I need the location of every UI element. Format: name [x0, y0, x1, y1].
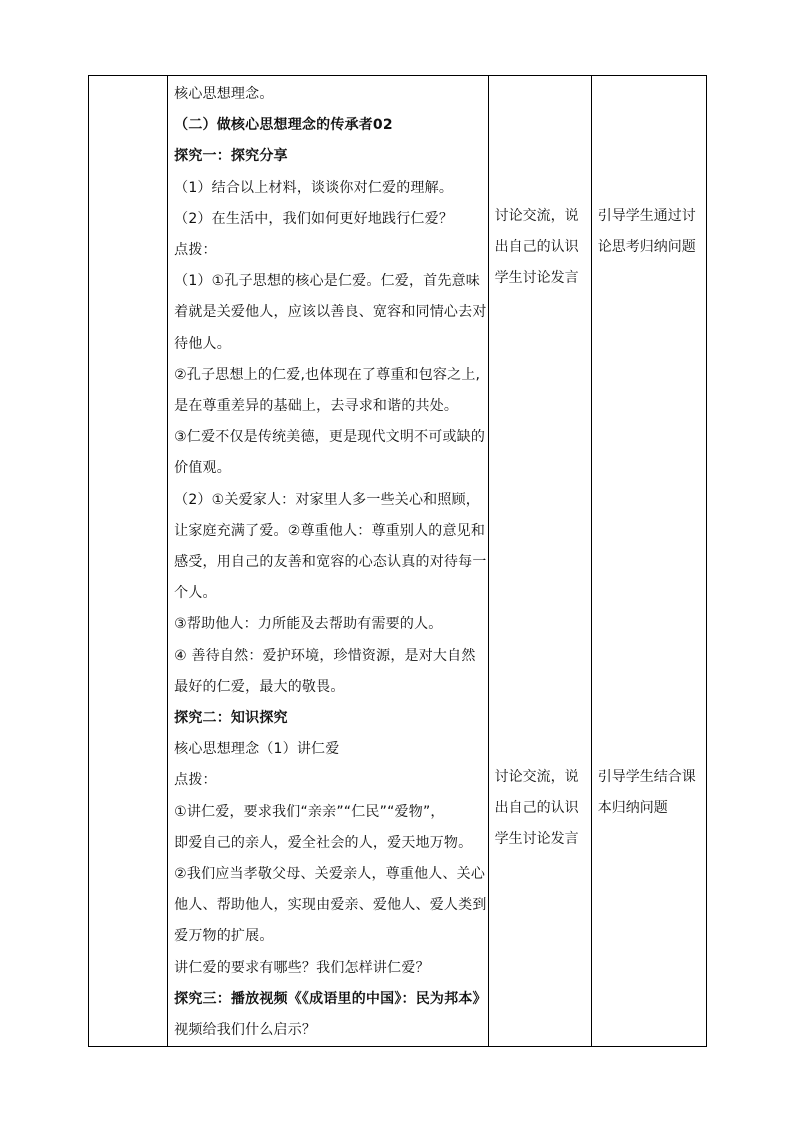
student-activity-line: 讨论交流，说 — [494, 208, 579, 224]
section-column-cell — [89, 76, 168, 1047]
student-activity-group-2 — [495, 762, 591, 855]
teacher-intent-group-1 — [598, 201, 706, 263]
content-line: 感受，用自己的友善和宽容的心态认真的对待每一 — [174, 554, 487, 571]
content-line: ②我们应当孝敬父母、关爱亲人，尊重他人、关心 — [174, 866, 486, 883]
student-activity-line: 出自己的认识 — [494, 800, 579, 816]
teacher-intent-line: 引导学生通过讨 — [597, 208, 696, 224]
content-line: 爱万物的扩展。 — [174, 928, 274, 945]
content-line: 探究二：知识探究 — [174, 710, 288, 727]
content-line: ③仁爱不仅是传统美德，更是现代文明不可或缺的 — [174, 429, 486, 446]
teacher-intent-line: 论思考归纳问题 — [597, 239, 696, 255]
content-line: 着就是关爱他人，应该以善良、宽容和同情心去对 — [174, 304, 487, 321]
content-line: 核心思想理念。 — [174, 86, 274, 102]
teacher-intent-cell — [591, 76, 706, 1047]
content-column-cell — [168, 76, 489, 1047]
content-line: 他人、帮助他人，实现由爱亲、爱他人、爱人类到 — [174, 897, 487, 914]
teacher-intent-group-2 — [598, 762, 706, 824]
content-line: 点拨： — [174, 772, 217, 789]
table-row — [89, 76, 707, 1047]
student-activity-line: 出自己的认识 — [494, 239, 579, 255]
student-activity-column — [489, 76, 591, 1043]
student-activity-line: 讨论交流，说 — [494, 769, 579, 785]
content-line: 最好的仁爱，最大的敬畏。 — [174, 678, 345, 695]
content-line: ②孔子思想上的仁爱,也体现在了尊重和包容之上, — [174, 366, 481, 383]
student-activity-line: 学生讨论发言 — [494, 831, 579, 847]
content-line: 讲仁爱的要求有哪些？我们怎样讲仁爱？ — [174, 959, 430, 976]
content-line: 视频给我们什么启示？ — [174, 1022, 317, 1039]
content-line: ④ 善待自然：爱护环境，珍惜资源，是对大自然 — [174, 647, 476, 664]
content-line: 个人。 — [174, 585, 217, 602]
content-line: 点拨： — [174, 242, 217, 259]
student-activity-group-1 — [495, 201, 591, 294]
content-line: （2）在生活中，我们如何更好地践行仁爱？ — [174, 210, 454, 227]
content-line: ③帮助他人：力所能及去帮助有需要的人。 — [174, 616, 443, 633]
content-line: ①讲仁爱，要求我们“亲亲”“仁民”“爱物”， — [174, 803, 445, 820]
content-line: 探究一：探究分享 — [174, 148, 288, 165]
content-line: 核心思想理念（1）讲仁爱 — [174, 741, 340, 758]
student-activity-line: 学生讨论发言 — [494, 270, 579, 286]
content-line: （二）做核心思想理念的传承者02 — [174, 117, 393, 134]
teacher-intent-line: 本归纳问题 — [597, 800, 668, 816]
content-line: 价值观。 — [174, 460, 231, 477]
content-line: （1）结合以上材料，谈谈你对仁爱的理解。 — [174, 179, 454, 196]
teacher-intent-column — [592, 76, 706, 1043]
content-text — [168, 76, 488, 1046]
content-line: （1）①孔子思想的核心是仁爱。仁爱，首先意味 — [174, 273, 480, 290]
content-line: 是在尊重差异的基础上，去寻求和谐的共处。 — [174, 398, 459, 415]
teacher-intent-line: 引导学生结合课 — [597, 769, 696, 785]
content-line: （2）①关爱家人：对家里人多一些关心和照顾， — [174, 491, 480, 508]
content-line: 即爱自己的亲人，爱全社会的人，爱天地万物。 — [174, 834, 473, 851]
content-line: 让家庭充满了爱。②尊重他人：尊重别人的意见和 — [174, 522, 486, 539]
student-activity-cell — [488, 76, 591, 1047]
content-line: 待他人。 — [174, 335, 231, 352]
content-line: 探究三：播放视频《《成语里的中国》：民为邦本》 — [174, 990, 487, 1007]
lesson-plan-table — [88, 75, 707, 1047]
